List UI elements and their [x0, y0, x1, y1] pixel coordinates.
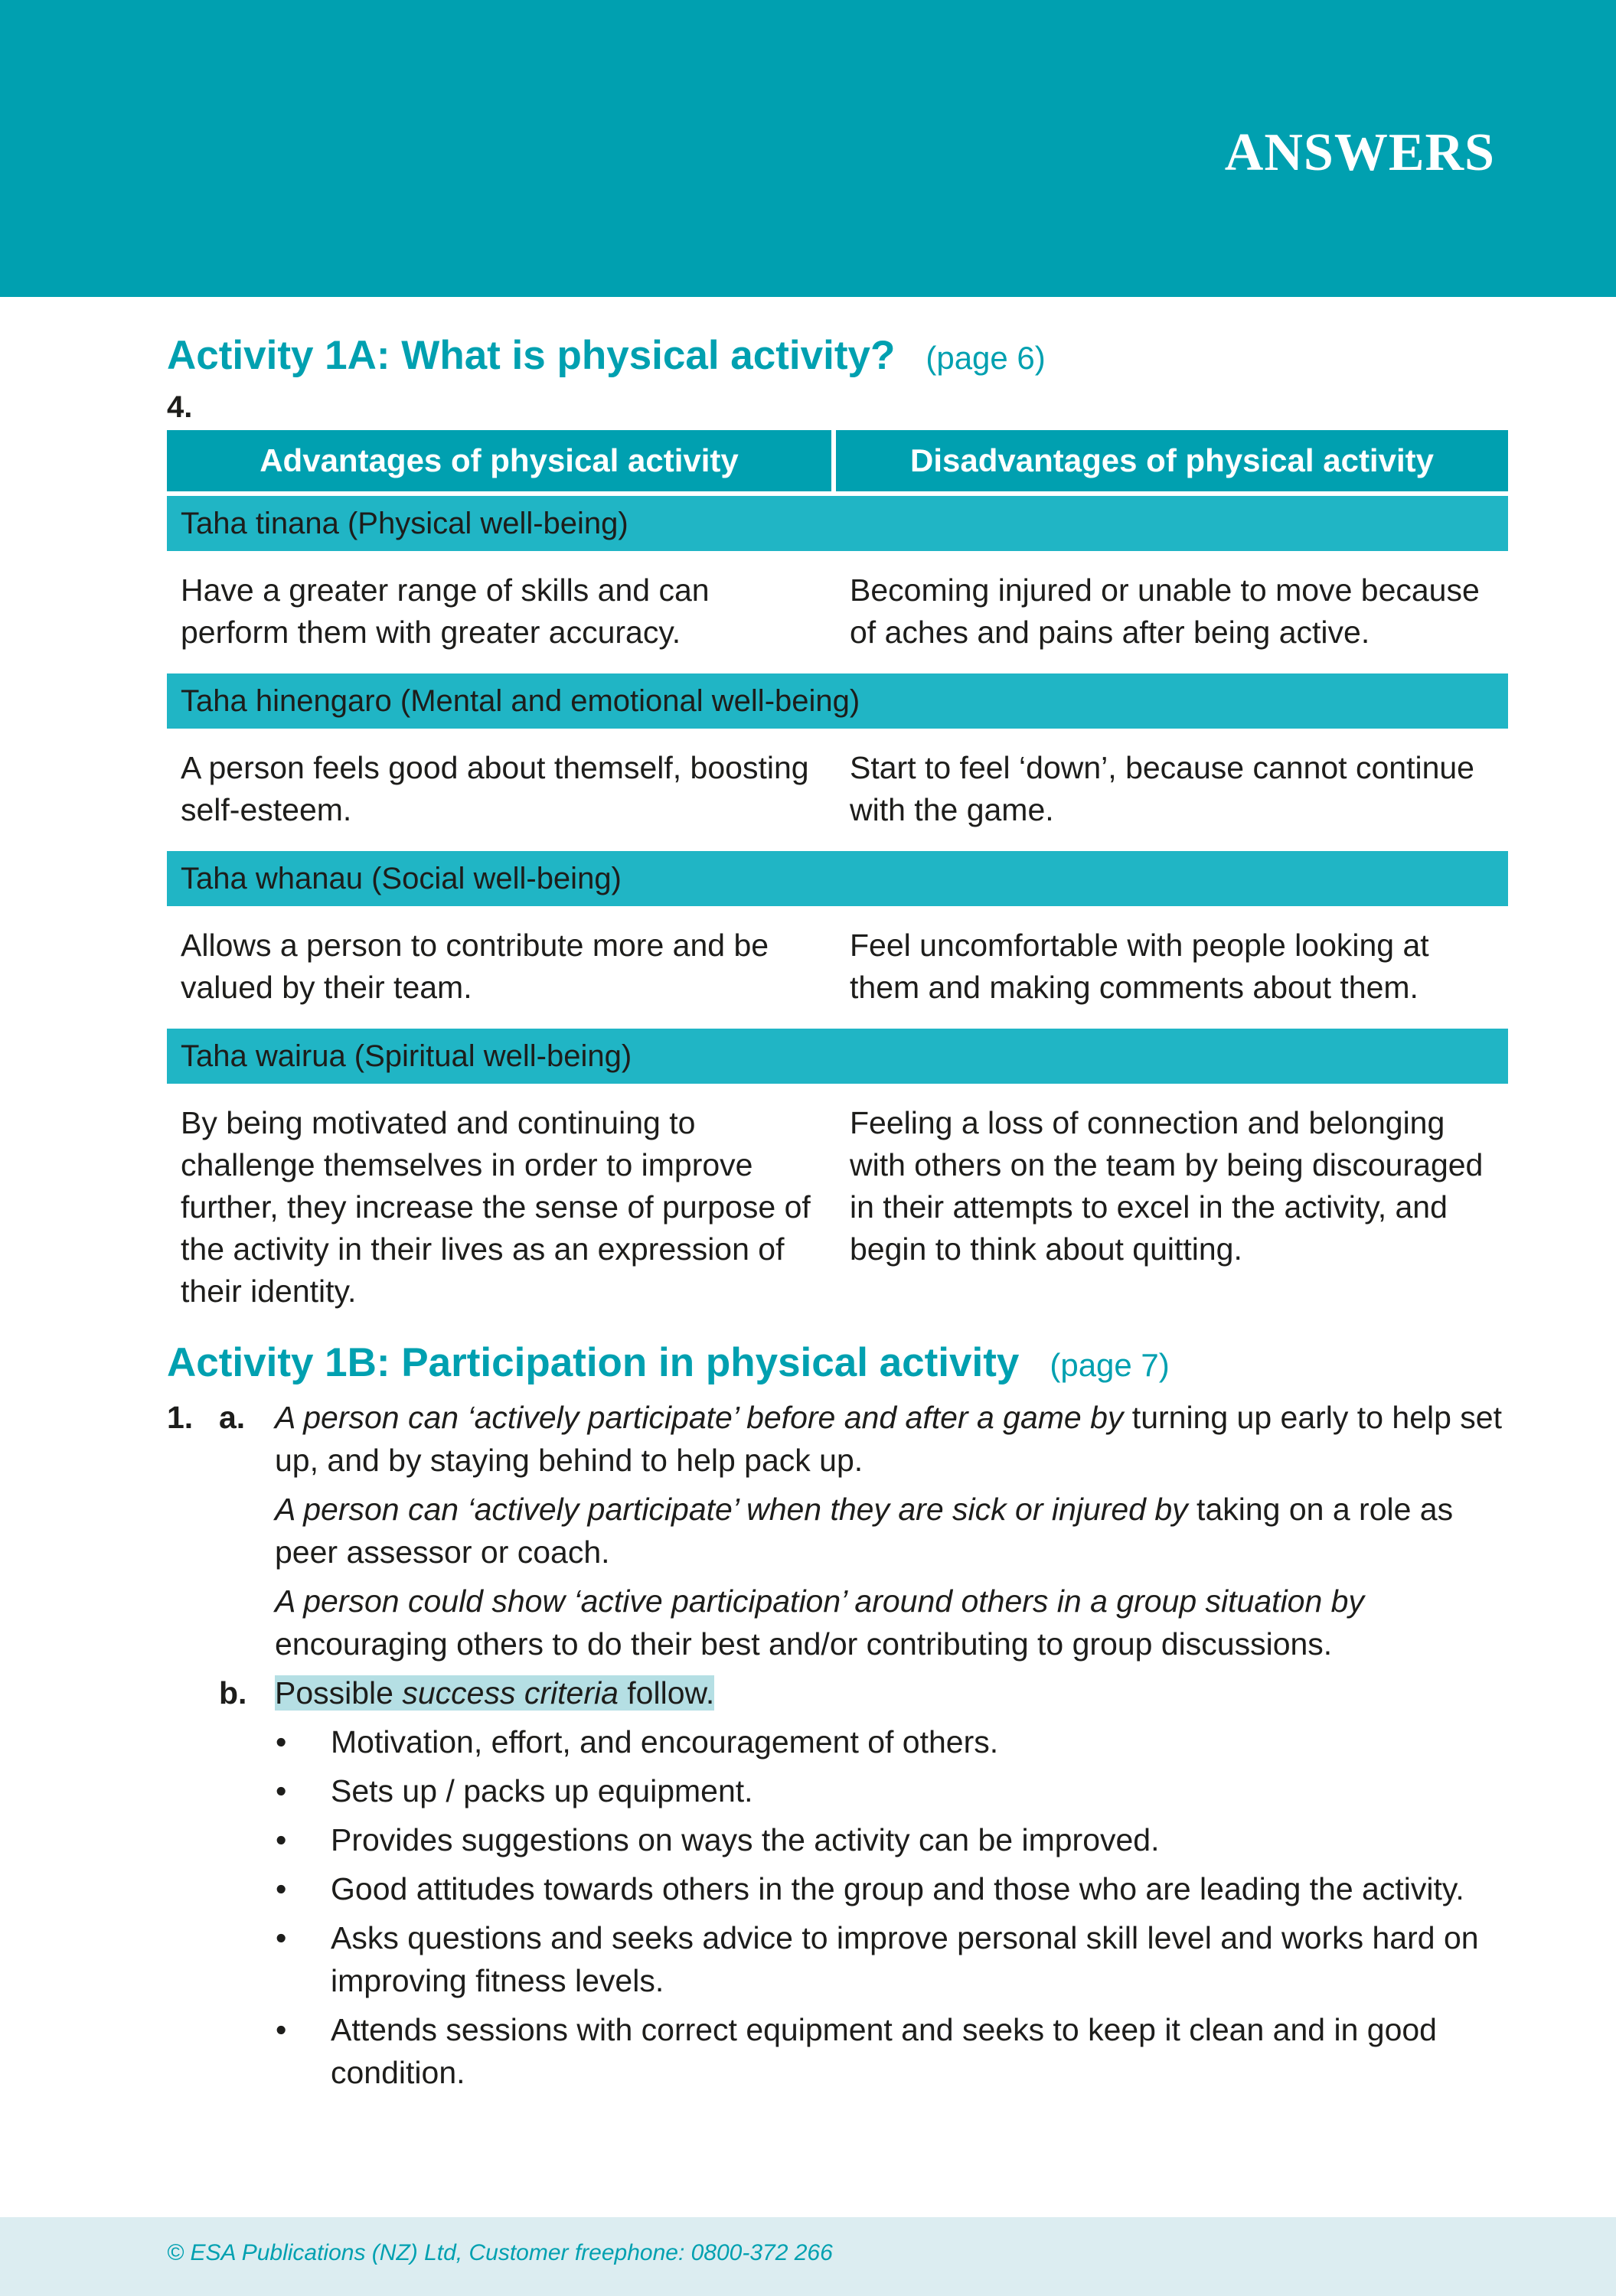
table-row [167, 1088, 1508, 1328]
answer-paragraph [275, 1580, 1508, 1665]
bullet-icon: • [276, 1773, 287, 1808]
intro-start: Possible [275, 1675, 403, 1711]
answer-text: encouraging others to do their best and/or contributing to group discussions. [275, 1626, 1333, 1662]
bullet-icon: • [276, 1822, 287, 1857]
activity-1b-page-ref: (page 7) [1050, 1347, 1170, 1383]
activity-1b-title: Activity 1B: Participation in physical activity [167, 1340, 1020, 1385]
answer-text: taking on a role as peer assessor or coach. [275, 1492, 1454, 1570]
advantage-cell: Allows a person to contribute more and be valued by their team. [181, 928, 769, 1005]
list-item-text: Provides suggestions on ways the activity can be improved. [331, 1822, 1160, 1857]
bullet-icon: • [276, 2012, 287, 2047]
section-label-taha-hinengaro: Taha hinengaro (Mental and emotional well-being) [167, 673, 1508, 729]
list-item-text: Asks questions and seeks advice to improve personal skill level and works hard on improving fitness levels. [331, 1920, 1479, 1998]
page-title: ANSWERS [1224, 123, 1495, 182]
part-b-label: b. [219, 1675, 247, 1711]
table-section-row [167, 1029, 1508, 1084]
answer-prompt: A person can ‘actively participate’ when they are sick or injured by [275, 1492, 1188, 1527]
list-item-text: Attends sessions with correct equipment and seeks to keep it clean and in good condition. [331, 2012, 1437, 2090]
question-1-number: 1. [167, 1400, 194, 1435]
table-row [167, 556, 1508, 669]
question-1b [167, 1671, 1508, 1714]
activity-1a-page-ref: (page 6) [926, 340, 1046, 376]
bullet-icon: • [276, 1871, 287, 1906]
page-header-band [0, 0, 1616, 297]
page-content [167, 325, 1508, 2100]
list-item [276, 1818, 1508, 1861]
table-section-row [167, 851, 1508, 906]
section-label-taha-tinana: Taha tinana (Physical well-being) [167, 496, 1508, 551]
table-row [167, 911, 1508, 1024]
success-criteria-list [167, 1720, 1508, 2094]
section-label-taha-whanau: Taha whanau (Social well-being) [167, 851, 1508, 906]
list-item [276, 1916, 1508, 2002]
list-item [276, 1867, 1508, 1910]
activity-1a-title: Activity 1A: What is physical activity? [167, 333, 896, 378]
answer-text: turning up early to help set up, and by staying behind to help pack up. [275, 1400, 1502, 1478]
part-b-intro [275, 1671, 1508, 1714]
advantage-cell: A person feels good about themself, boosting self-esteem. [181, 750, 809, 827]
answer-prompt: A person could show ‘active participation’ around others in a group situation by [275, 1583, 1364, 1619]
list-item-text: Sets up / packs up equipment. [331, 1773, 753, 1808]
table-section-row [167, 496, 1508, 551]
column-header-disadvantages: Disadvantages of physical activity [836, 430, 1508, 491]
section-label-taha-wairua: Taha wairua (Spiritual well-being) [167, 1029, 1508, 1084]
activity-1b-heading [167, 1332, 1508, 1396]
table-section-row [167, 673, 1508, 729]
success-criteria-intro [275, 1675, 714, 1711]
page-footer [0, 2217, 1616, 2296]
activity-1a-heading [167, 325, 1508, 389]
question-4-number: 4. [167, 390, 193, 424]
intro-italic: success criteria [402, 1675, 619, 1711]
bullet-icon: • [276, 1920, 287, 1955]
list-item [276, 1769, 1508, 1812]
column-header-advantages: Advantages of physical activity [167, 430, 836, 491]
table-header-row [167, 430, 1508, 491]
bullet-icon: • [276, 1724, 287, 1760]
list-item-text: Motivation, effort, and encouragement of others. [331, 1724, 999, 1760]
advantage-cell: By being motivated and continuing to challenge themselves in order to improve further, they increase the sense of purpose of the activity in their lives as an expression of their identity. [181, 1105, 811, 1309]
answer-paragraph [275, 1396, 1508, 1482]
advantage-cell: Have a greater range of skills and can perform them with greater accuracy. [181, 572, 710, 650]
copyright-footer: © ESA Publications (NZ) Ltd, Customer freephone: 0800-372 266 [167, 2240, 833, 2265]
list-item [276, 1720, 1508, 1763]
advantages-disadvantages-table [167, 426, 1508, 1332]
part-a-label: a. [219, 1400, 246, 1435]
list-item-text: Good attitudes towards others in the group and those who are leading the activity. [331, 1871, 1464, 1906]
answer-prompt: A person can ‘actively participate’ before and after a game by [275, 1400, 1124, 1435]
table-row [167, 733, 1508, 846]
question-1a [167, 1396, 1508, 1665]
disadvantage-cell: Becoming injured or unable to move because of aches and pains after being active. [850, 572, 1480, 650]
disadvantage-cell: Feel uncomfortable with people looking at them and making comments about them. [850, 928, 1429, 1005]
disadvantage-cell: Start to feel ‘down’, because cannot continue with the game. [850, 750, 1474, 827]
list-item [276, 2008, 1508, 2094]
part-a-answers [275, 1396, 1508, 1665]
answer-paragraph [275, 1488, 1508, 1574]
intro-end: follow. [618, 1675, 715, 1711]
disadvantage-cell: Feeling a loss of connection and belonging with others on the team by being discouraged in their attempts to excel in the activity, and begin to think about quitting. [850, 1105, 1484, 1267]
